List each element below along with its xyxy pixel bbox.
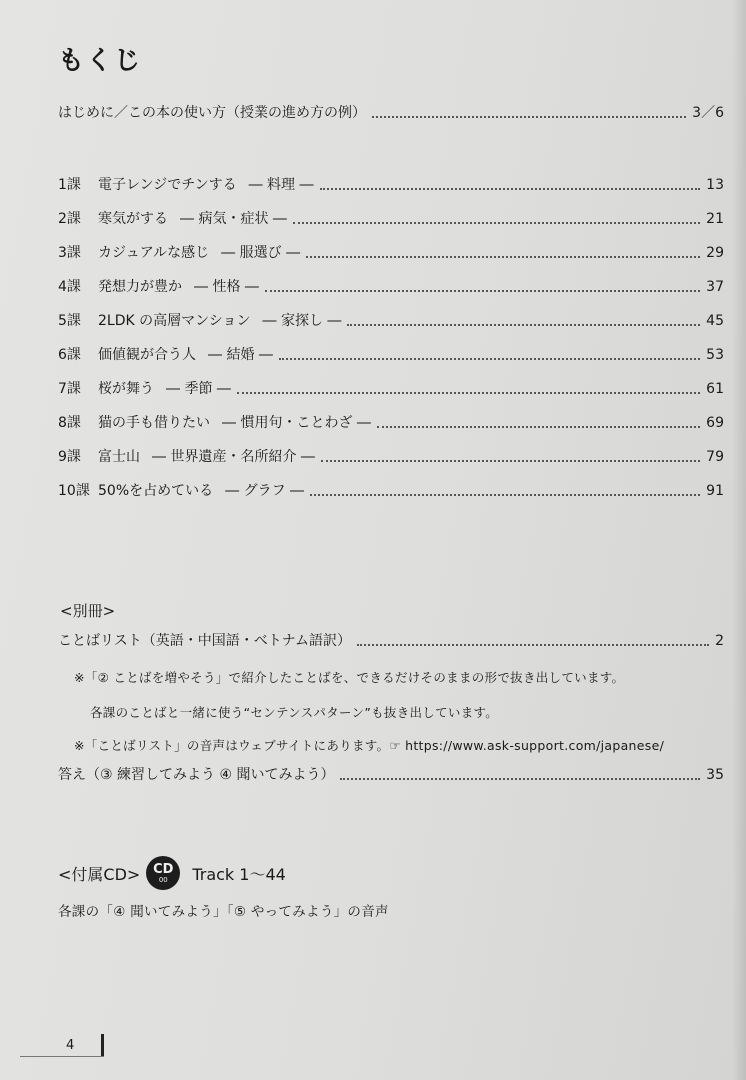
lesson-title: 価値観が合う人 [98,347,196,363]
toc-page-number: 45 [706,313,724,329]
dot-leader [372,116,686,118]
wordlist-note-1: ※「② ことばを増やそう」で紹介したことばを、できるだけそのままの形で抜き出しています。 [74,670,625,685]
dot-leader [357,644,709,646]
cd-badge-label: CD [153,861,174,877]
dot-leader [293,222,700,224]
toc-page-number: 29 [706,245,724,261]
lesson-subtitle: ― 服選び ― [221,245,301,261]
page-number: 4 [66,1038,75,1053]
dot-leader [310,494,700,496]
toc-lesson-row [58,346,724,364]
lesson-number: 1課 [58,177,81,193]
lesson-number: 9課 [58,449,81,465]
toc-lesson-row [58,244,724,262]
toc-lesson-row [58,176,724,194]
dot-leader [320,188,701,190]
page-edge-shadow [732,0,746,1080]
toc-intro-row [58,104,724,122]
lesson-subtitle: ― 季節 ― [166,381,231,397]
lesson-title: 2LDK の高層マンション [98,313,251,329]
dot-leader [279,358,700,360]
toc-page-number: 53 [706,347,724,363]
lesson-subtitle: ― 家探し ― [262,313,342,329]
lesson-number: 6課 [58,347,81,363]
toc-lesson-row [58,414,724,432]
lesson-number: 2課 [58,211,81,227]
bessatsu-heading: <別冊> [60,602,116,620]
lesson-title: 電子レンジでチンする [98,177,237,193]
toc-wordlist-row [58,632,724,650]
wordlist-note-2: 各課のことばと一緒に使う“センテンスパターン”も抜き出しています。 [90,705,499,720]
lesson-subtitle: ― 慣用句・ことわざ ― [222,415,371,431]
toc-lesson-row [58,482,724,500]
toc-lesson-row [58,278,724,296]
lesson-number: 3課 [58,245,81,261]
dot-leader [377,426,700,428]
lesson-subtitle: ― 料理 ― [248,177,314,193]
dot-leader [347,324,700,326]
toc-page-number: 13 [706,177,724,193]
answers-text: 答え（③ 練習してみよう ④ 聞いてみよう） [58,767,335,783]
lesson-number: 8課 [58,415,81,431]
toc-intro-text: はじめに／この本の使い方（授業の進め方の例） [58,105,366,121]
dot-leader [321,460,700,462]
lesson-title: 富士山 [98,449,140,465]
cd-track-range: Track 1～44 [192,864,286,884]
toc-page-number: 91 [706,483,724,499]
folio-rule [20,1056,104,1057]
lesson-number: 5課 [58,313,81,329]
lesson-number: 4課 [58,279,81,295]
toc-lesson-row [58,210,724,228]
lesson-title: カジュアルな感じ [98,245,210,261]
toc-lesson-row [58,380,724,398]
lesson-title: 桜が舞う [98,381,154,397]
wordlist-text: ことばリスト（英語・中国語・ベトナム語訳） [58,633,352,649]
page-title: もくじ [58,46,143,76]
wordlist-note-3: ※「ことばリスト」の音声はウェブサイトにあります。☞ https://www.ask-support.com/japanese/ [74,738,665,753]
cd-description: 各課の「④ 聞いてみよう」「⑤ やってみよう」の音声 [58,904,389,920]
toc-lesson-row [58,312,724,330]
toc-page-number: 69 [706,415,724,431]
toc-lesson-row [58,448,724,466]
toc-page-number: 3／6 [692,105,724,121]
dot-leader [237,392,700,394]
cd-heading: <付属CD> [58,864,141,884]
lesson-subtitle: ― 病気・症状 ― [180,211,287,227]
toc-answers-row [58,766,724,784]
lesson-subtitle: ― 性格 ― [194,279,259,295]
folio-bar [101,1034,104,1056]
lesson-subtitle: ― 世界遺産・名所紹介 ― [152,449,315,465]
lesson-subtitle: ― 結婚 ― [208,347,273,363]
lesson-title: 50%を占めている [98,483,214,499]
cd-row [58,856,286,890]
lesson-number: 7課 [58,381,81,397]
toc-page-number: 35 [706,767,724,783]
dot-leader [340,778,700,780]
dot-leader [265,290,700,292]
lesson-subtitle: ― グラフ ― [225,483,305,499]
lesson-title: 寒気がする [98,211,168,227]
toc-page-number: 21 [706,211,724,227]
toc-page-number: 61 [706,381,724,397]
toc-page-number: 37 [706,279,724,295]
toc-page-number: 2 [715,633,724,649]
lesson-number: 10課 [58,483,90,499]
cd-icon [146,856,180,890]
lesson-title: 発想力が豊か [98,279,182,295]
dot-leader [306,256,700,258]
toc-page-number: 79 [706,449,724,465]
cd-badge-sub: 00 [158,875,168,884]
lesson-title: 猫の手も借りたい [98,415,210,431]
